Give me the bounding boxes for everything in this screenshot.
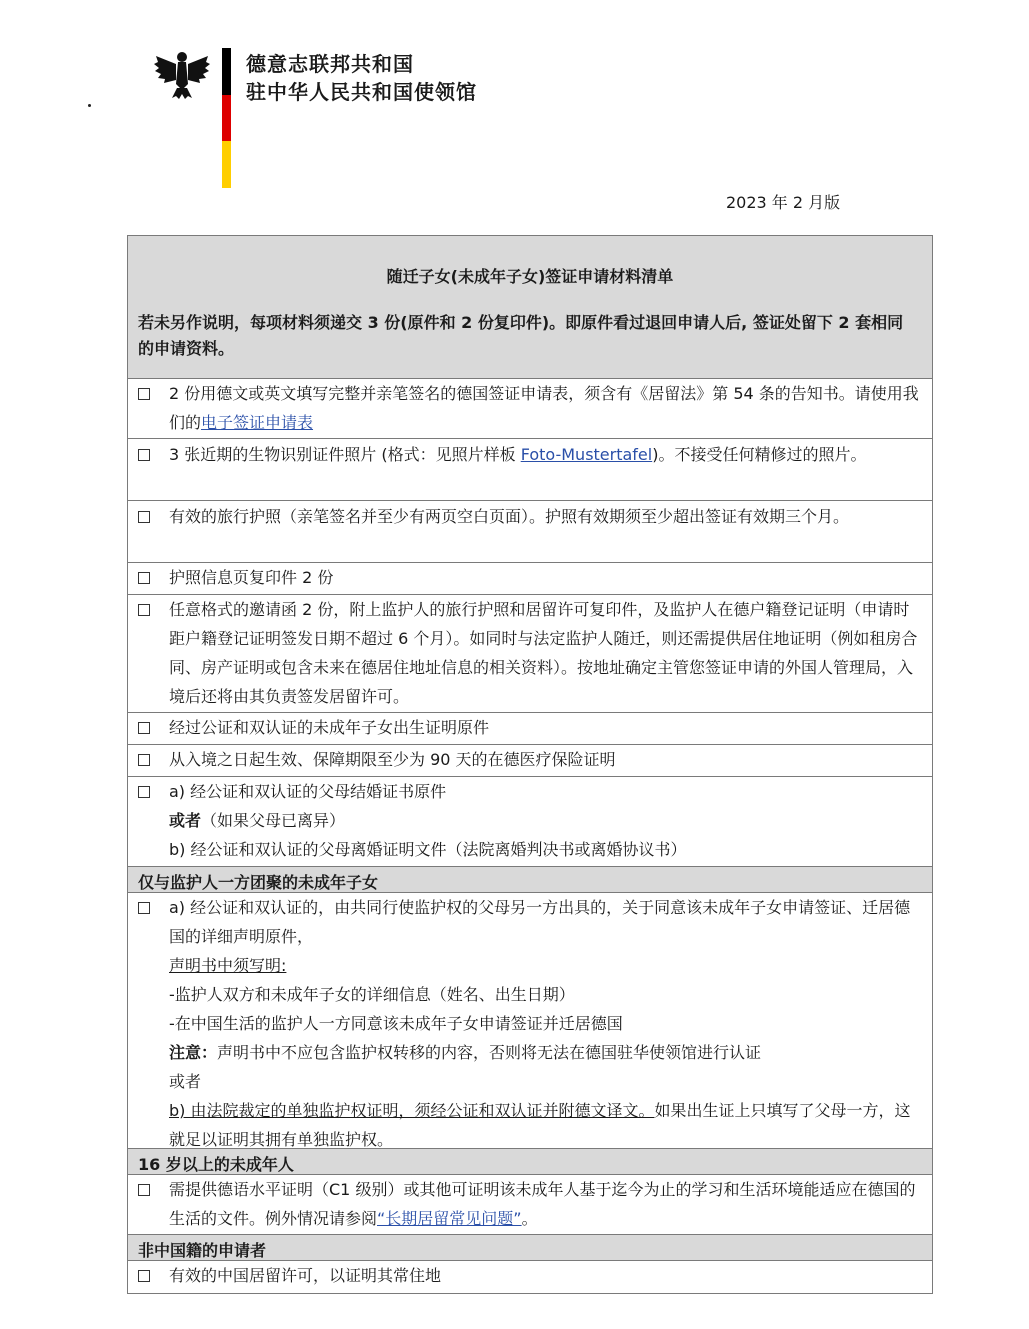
checkbox[interactable] [138,722,150,734]
checklist-item [128,745,932,777]
checkbox[interactable] [138,511,150,523]
item-text: a) 经公证和双认证的，由共同行使监护权的父母另一方出具的，关于同意该未成年子女申请签证、迁居德国的详细声明原件， 声明书中须写明: -监护人双方和未成年子女的详细信息（姓名、出生日期） -在中国生活的监护人一方同意该未成年子女申请签证并迁居德国 注意：声明书中不应包含监护权转移的内容，否则将无法在德国驻华使领馆进行认证 或者 b) 由法院裁定的单独监护权证明，须经公证和双认证并附德文译文。如果出生证上只填写了父母一方，这就足以证明其拥有单独监护权。 [169,898,911,1149]
faq-long-stay-link[interactable]: “长期居留常见问题” [377,1209,522,1228]
checkbox[interactable] [138,902,150,914]
checklist-item [128,1261,932,1293]
checklist-title: 随迁子女(未成年子女)签证申请材料清单 [386,267,674,286]
section-header-single-parent: 仅与监护人一方团聚的未成年子女 [128,867,932,893]
stray-dot [88,104,91,107]
checkbox[interactable] [138,754,150,766]
flag-black [222,48,231,95]
item-text: 从入境之日起生效、保障期限至少为 90 天的在德医疗保险证明 [169,750,616,769]
flag-gold [222,141,231,188]
checkbox[interactable] [138,388,150,400]
e-visa-form-link[interactable]: 电子签证申请表 [201,413,314,432]
federal-eagle-icon [152,48,212,100]
item-text: 护照信息页复印件 2 份 [169,568,334,587]
checklist-item [128,439,932,501]
checklist-item [128,595,932,713]
checkbox[interactable] [138,604,150,616]
table-header [128,236,932,379]
checklist-item [128,713,932,745]
item-text: a) 经公证和双认证的父母结婚证书原件 或者（如果父母已离异） b) 经公证和双认证的父母离婚证明文件（法院离婚判决书或离婚协议书） [169,782,687,859]
section-header-non-chinese: 非中国籍的申请者 [128,1235,932,1261]
checklist-note: 若未另作说明，每项材料须递交 3 份(原件和 2 份复印件)。即原件看过退回申请人后, 签证处留下 2 套相同的申请资料。 [138,313,904,358]
checkbox[interactable] [138,786,150,798]
checklist-item [128,893,932,1149]
item-text: 任意格式的邀请函 2 份，附上监护人的旅行护照和居留许可复印件，及监护人在德户籍登记证明（申请时距户籍登记证明签发日期不超过 6 个月）。如同时与法定监护人随迁，则还需提供居住地证明（例如租房合同、房产证明或包含未来在德居住地址信息的相关资料）。按地址确定主管您签证申请的外国人管理局，入境后还将由其负责签发居留许可。 [169,600,918,706]
checkbox[interactable] [138,449,150,461]
checklist-item [128,563,932,595]
item-text: 需提供德语水平证明（C1 级别）或其他可证明该未成年人基于迄今为止的学习和生活环境能适应在德国的生活的文件。例外情况请参阅“长期居留常见问题”。 [169,1180,916,1228]
checkbox[interactable] [138,572,150,584]
version-date: 2023 年 2 月版 [726,193,841,212]
org-name-line2: 驻中华人民共和国使领馆 [246,80,477,104]
item-text: 有效的旅行护照（亲笔签名并至少有两页空白页面）。护照有效期须至少超出签证有效期三个月。 [169,507,850,526]
flag-red [222,95,231,142]
org-name-line1: 德意志联邦共和国 [246,52,414,76]
checklist-item [128,379,932,439]
checkbox[interactable] [138,1270,150,1282]
checklist-item [128,1175,932,1235]
checkbox[interactable] [138,1184,150,1196]
checklist-item [128,777,932,867]
item-text: 2 份用德文或英文填写完整并亲笔签名的德国签证申请表，须含有《居留法》第 54 条的告知书。请使用我们的电子签证申请表 [169,384,919,432]
item-text: 经过公证和双认证的未成年子女出生证明原件 [169,718,490,737]
photo-template-link[interactable]: Foto-Mustertafel [520,445,653,464]
section-header-over16: 16 岁以上的未成年人 [128,1149,932,1175]
german-flag-bar [222,48,231,188]
item-text: 3 张近期的生物识别证件照片 (格式：见照片样板 Foto-Mustertafel)。不接受任何精修过的照片。 [169,445,867,464]
checklist-item [128,501,932,563]
item-text: 有效的中国居留许可，以证明其常住地 [169,1266,442,1285]
checklist-table [127,235,933,1294]
